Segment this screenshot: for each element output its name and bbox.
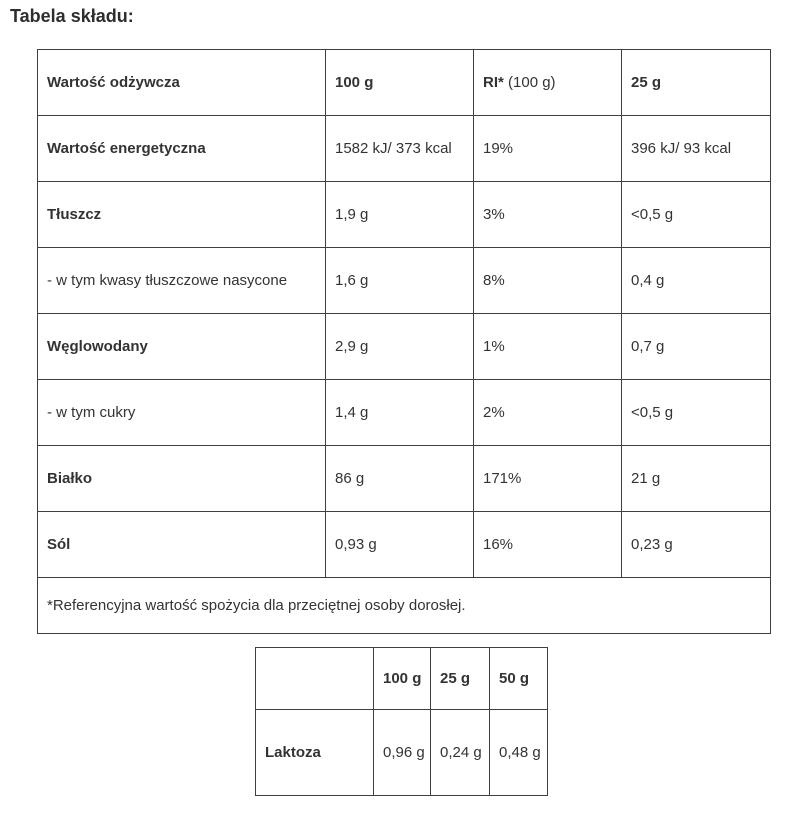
cell-label: Laktoza (256, 710, 374, 796)
cell-100g: 0,93 g (326, 512, 474, 578)
page-title: Tabela składu: (10, 6, 134, 26)
cell-label: - w tym cukry (38, 380, 326, 446)
cell-label: Sól (38, 512, 326, 578)
table-row (38, 446, 771, 512)
cell-label: Węglowodany (38, 314, 326, 380)
lactose-header-100g: 100 g (374, 648, 431, 710)
cell-25g: 0,23 g (622, 512, 771, 578)
ri-label: RI* (483, 74, 504, 91)
cell-label: - w tym kwasy tłuszczowe nasycone (38, 248, 326, 314)
lactose-header-row (256, 648, 548, 710)
cell-label: Tłuszcz (38, 182, 326, 248)
cell-label: Białko (38, 446, 326, 512)
cell-25g: 21 g (622, 446, 771, 512)
lactose-header-50g: 50 g (490, 648, 548, 710)
cell-25g: 396 kJ/ 93 kcal (622, 116, 771, 182)
cell-25g: 0,7 g (622, 314, 771, 380)
lactose-header-25g: 25 g (431, 648, 490, 710)
table-row (38, 182, 771, 248)
lactose-header-empty (256, 648, 374, 710)
cell-ri: 16% (474, 512, 622, 578)
cell-label: Wartość energetyczna (38, 116, 326, 182)
cell-100g: 1,9 g (326, 182, 474, 248)
footnote-text: *Referencyjna wartość spożycia dla przeciętnej osoby dorosłej. (38, 578, 771, 634)
cell-25g: 0,24 g (431, 710, 490, 796)
cell-100g: 1582 kJ/ 373 kcal (326, 116, 474, 182)
cell-100g: 1,4 g (326, 380, 474, 446)
cell-ri: 1% (474, 314, 622, 380)
cell-ri: 8% (474, 248, 622, 314)
cell-25g: 0,4 g (622, 248, 771, 314)
cell-50g: 0,48 g (490, 710, 548, 796)
cell-ri: 19% (474, 116, 622, 182)
nutrition-table (37, 49, 771, 634)
table-row (38, 512, 771, 578)
cell-100g: 86 g (326, 446, 474, 512)
cell-100g: 0,96 g (374, 710, 431, 796)
cell-100g: 1,6 g (326, 248, 474, 314)
cell-25g: <0,5 g (622, 380, 771, 446)
table-header-row (38, 50, 771, 116)
header-cell-25g: 25 g (622, 50, 771, 116)
lactose-table (255, 647, 548, 796)
table-row (38, 248, 771, 314)
ri-unit: (100 g) (503, 74, 556, 91)
header-cell-100g: 100 g (326, 50, 474, 116)
header-cell-ri (474, 50, 622, 116)
table-row (38, 116, 771, 182)
table-row (38, 380, 771, 446)
cell-ri: 2% (474, 380, 622, 446)
cell-25g: <0,5 g (622, 182, 771, 248)
footnote-row (38, 578, 771, 634)
cell-ri: 171% (474, 446, 622, 512)
header-cell-nutrient: Wartość odżywcza (38, 50, 326, 116)
cell-ri: 3% (474, 182, 622, 248)
cell-100g: 2,9 g (326, 314, 474, 380)
table-row (38, 314, 771, 380)
lactose-data-row (256, 710, 548, 796)
